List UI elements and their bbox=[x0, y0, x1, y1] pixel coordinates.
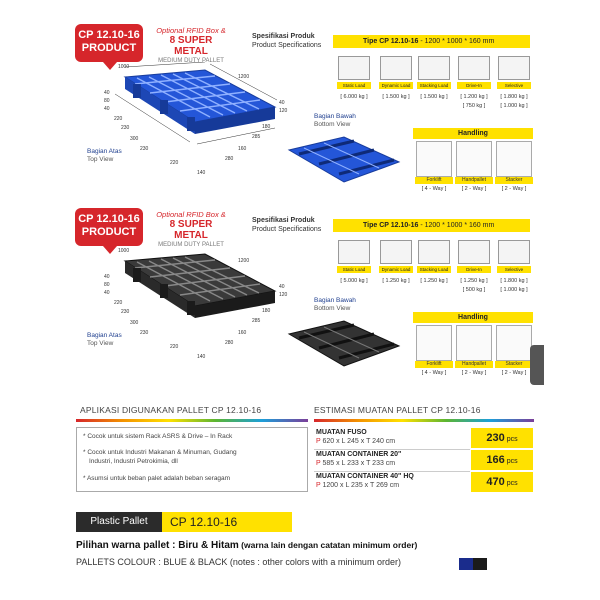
estimation-title: ESTIMASI MUATAN PALLET CP 12.10-16 bbox=[314, 405, 481, 415]
stacker-icon bbox=[496, 141, 532, 177]
rainbow-divider bbox=[314, 419, 534, 422]
colour-options-id: Pilihan warna pallet : Biru & Hitam (warna lain dengan catatan minimum order) bbox=[76, 540, 418, 551]
type-bar: Tipe CP 12.10-16 - 1200 * 1000 * 160 mm bbox=[333, 219, 530, 232]
handling-value: [ 2 - Way ] bbox=[461, 186, 487, 192]
dim-label: 160 bbox=[238, 146, 247, 152]
dim-label: 120 bbox=[279, 108, 288, 114]
forklift-icon bbox=[416, 141, 452, 177]
handling-label: Forklift bbox=[415, 177, 453, 184]
top-view-label: Bagian Atas Top View bbox=[87, 148, 122, 163]
load-label: Static Load bbox=[337, 82, 371, 89]
dim-label: 80 bbox=[104, 98, 110, 104]
dim-label: 300 bbox=[130, 136, 139, 142]
application-item: * Cocok untuk sistem Rack ASRS & Drive – In Rack bbox=[83, 433, 233, 440]
row-divider bbox=[314, 449, 470, 450]
qty-badge: 166 pcs bbox=[471, 450, 533, 470]
load-value: [ 1.800 kg ] bbox=[500, 278, 528, 284]
side-scroll-tab[interactable] bbox=[530, 345, 544, 385]
load-value: [ 1.800 kg ] bbox=[500, 94, 528, 100]
pallet-bottom-view-image bbox=[284, 316, 404, 376]
dim-label: 140 bbox=[197, 170, 206, 176]
application-item: * Asumsi untuk beban palet adalah beban seragam bbox=[83, 475, 231, 482]
colour-options-en: PALLETS COLOUR : BLUE & BLACK (notes : other colors with a minimum order) bbox=[76, 557, 401, 567]
load-label: Selective bbox=[497, 82, 531, 89]
dim-label: 230 bbox=[140, 146, 149, 152]
handling-value: [ 2 - Way ] bbox=[461, 370, 487, 376]
dynamic-load-icon bbox=[380, 56, 412, 80]
rainbow-divider bbox=[76, 419, 308, 422]
handling-label: Stacker bbox=[495, 361, 533, 368]
stacking-load-icon bbox=[418, 240, 450, 264]
dim-label: 120 bbox=[279, 292, 288, 298]
dim-label: 300 bbox=[130, 320, 139, 326]
load-label: Stacking Load bbox=[417, 82, 451, 89]
dim-label: 220 bbox=[114, 300, 123, 306]
drive-in-icon bbox=[458, 240, 490, 264]
load-value: [ 1.000 kg ] bbox=[500, 103, 528, 109]
dim-label: 230 bbox=[121, 309, 130, 315]
black-swatch bbox=[473, 558, 487, 570]
plastic-pallet-label: Plastic Pallet bbox=[76, 512, 162, 532]
load-value: [ 1.200 kg ] bbox=[460, 94, 488, 100]
spec-title: Spesifikasi Produk Product Specifications bbox=[252, 33, 322, 49]
optional-rfid-note: Optional RFID Box & 8 SUPER METAL MEDIUM DUTY PALLET bbox=[156, 26, 226, 64]
handling-value: [ 4 - Way ] bbox=[421, 186, 447, 192]
forklift-icon bbox=[416, 325, 452, 361]
dim-label: 40 bbox=[104, 106, 110, 112]
load-value: [ 1.250 kg ] bbox=[420, 278, 448, 284]
bottom-view-label: Bagian Bawah Bottom View bbox=[314, 297, 356, 312]
dim-label: 280 bbox=[225, 340, 234, 346]
dim-label: 230 bbox=[140, 330, 149, 336]
load-value: [ 5.000 kg ] bbox=[340, 278, 368, 284]
applications-box bbox=[76, 427, 308, 492]
dim-label: 40 bbox=[104, 90, 110, 96]
row-divider bbox=[314, 471, 470, 472]
applications-title: APLIKASI DIGUNAKAN PALLET CP 12.10-16 bbox=[80, 405, 262, 415]
handling-value: [ 4 - Way ] bbox=[421, 370, 447, 376]
dynamic-load-icon bbox=[380, 240, 412, 264]
dim-label: 40 bbox=[279, 100, 285, 106]
dim-label: 220 bbox=[170, 160, 179, 166]
load-label: Dynamic Load bbox=[379, 266, 413, 273]
handling-label: Stacker bbox=[495, 177, 533, 184]
load-value: [ 1.000 kg ] bbox=[500, 287, 528, 293]
optional-rfid-note: Optional RFID Box & 8 SUPER METAL MEDIUM DUTY PALLET bbox=[156, 210, 226, 248]
qty-badge: 470 pcs bbox=[471, 472, 533, 492]
load-value: [ 750 kg ] bbox=[462, 103, 486, 109]
handling-label: Handpallet bbox=[455, 177, 493, 184]
dim-label: 140 bbox=[197, 354, 206, 360]
dim-label: 40 bbox=[279, 284, 285, 290]
dim-width: 1000 bbox=[118, 248, 130, 254]
load-value: [ 1.500 kg ] bbox=[382, 94, 410, 100]
stacker-icon bbox=[496, 325, 532, 361]
dim-label: 280 bbox=[225, 156, 234, 162]
type-bar: Tipe CP 12.10-16 - 1200 * 1000 * 160 mm bbox=[333, 35, 530, 48]
top-view-label: Bagian Atas Top View bbox=[87, 332, 122, 347]
blue-swatch bbox=[459, 558, 473, 570]
load-value: [ 1.250 kg ] bbox=[382, 278, 410, 284]
load-label: Static Load bbox=[337, 266, 371, 273]
handling-value: [ 2 - Way ] bbox=[501, 370, 527, 376]
dim-length: 1200 bbox=[238, 74, 250, 80]
dim-label: 180 bbox=[262, 124, 271, 130]
dim-label: 220 bbox=[170, 344, 179, 350]
selective-icon bbox=[498, 240, 530, 264]
load-label: Drive-In bbox=[457, 82, 491, 89]
load-value: [ 6.000 kg ] bbox=[340, 94, 368, 100]
load-value: [ 1.500 kg ] bbox=[420, 94, 448, 100]
qty-badge: 230 pcs bbox=[471, 428, 533, 448]
handling-label: Forklift bbox=[415, 361, 453, 368]
load-label: Dynamic Load bbox=[379, 82, 413, 89]
dim-label: 285 bbox=[252, 134, 261, 140]
handpallet-icon bbox=[456, 141, 492, 177]
load-label: Drive-In bbox=[457, 266, 491, 273]
dim-width: 1000 bbox=[118, 64, 130, 70]
static-load-icon bbox=[338, 56, 370, 80]
dim-label: 180 bbox=[262, 308, 271, 314]
dim-label: 160 bbox=[238, 330, 247, 336]
dim-label: 80 bbox=[104, 282, 110, 288]
dim-length: 1200 bbox=[238, 258, 250, 264]
dim-label: 220 bbox=[114, 116, 123, 122]
pallet-bottom-view-image bbox=[284, 132, 404, 192]
application-item: Industri, Industri Petrokimia, dll bbox=[89, 458, 178, 465]
handling-label: Handpallet bbox=[455, 361, 493, 368]
selective-icon bbox=[498, 56, 530, 80]
handpallet-icon bbox=[456, 325, 492, 361]
load-value: [ 1.250 kg ] bbox=[460, 278, 488, 284]
load-label: Selective bbox=[497, 266, 531, 273]
load-label: Stacking Load bbox=[417, 266, 451, 273]
dim-label: 230 bbox=[121, 125, 130, 131]
stacking-load-icon bbox=[418, 56, 450, 80]
spec-title: Spesifikasi Produk Product Specifications bbox=[252, 217, 322, 233]
dim-label: 40 bbox=[104, 274, 110, 280]
application-item: * Cocok untuk Industri Makanan & Minuman, Gudang bbox=[83, 449, 237, 456]
product-code: CP 12.10-16 bbox=[162, 512, 292, 532]
handling-value: [ 2 - Way ] bbox=[501, 186, 527, 192]
dim-label: 285 bbox=[252, 318, 261, 324]
dim-label: 40 bbox=[104, 290, 110, 296]
product-badge: CP 12.10-16 PRODUCT bbox=[75, 208, 143, 246]
drive-in-icon bbox=[458, 56, 490, 80]
bottom-view-label: Bagian Bawah Bottom View bbox=[314, 113, 356, 128]
handling-title: Handling bbox=[413, 128, 533, 139]
load-value: [ 500 kg ] bbox=[462, 287, 486, 293]
product-badge: CP 12.10-16 PRODUCT bbox=[75, 24, 143, 62]
handling-title: Handling bbox=[413, 312, 533, 323]
static-load-icon bbox=[338, 240, 370, 264]
